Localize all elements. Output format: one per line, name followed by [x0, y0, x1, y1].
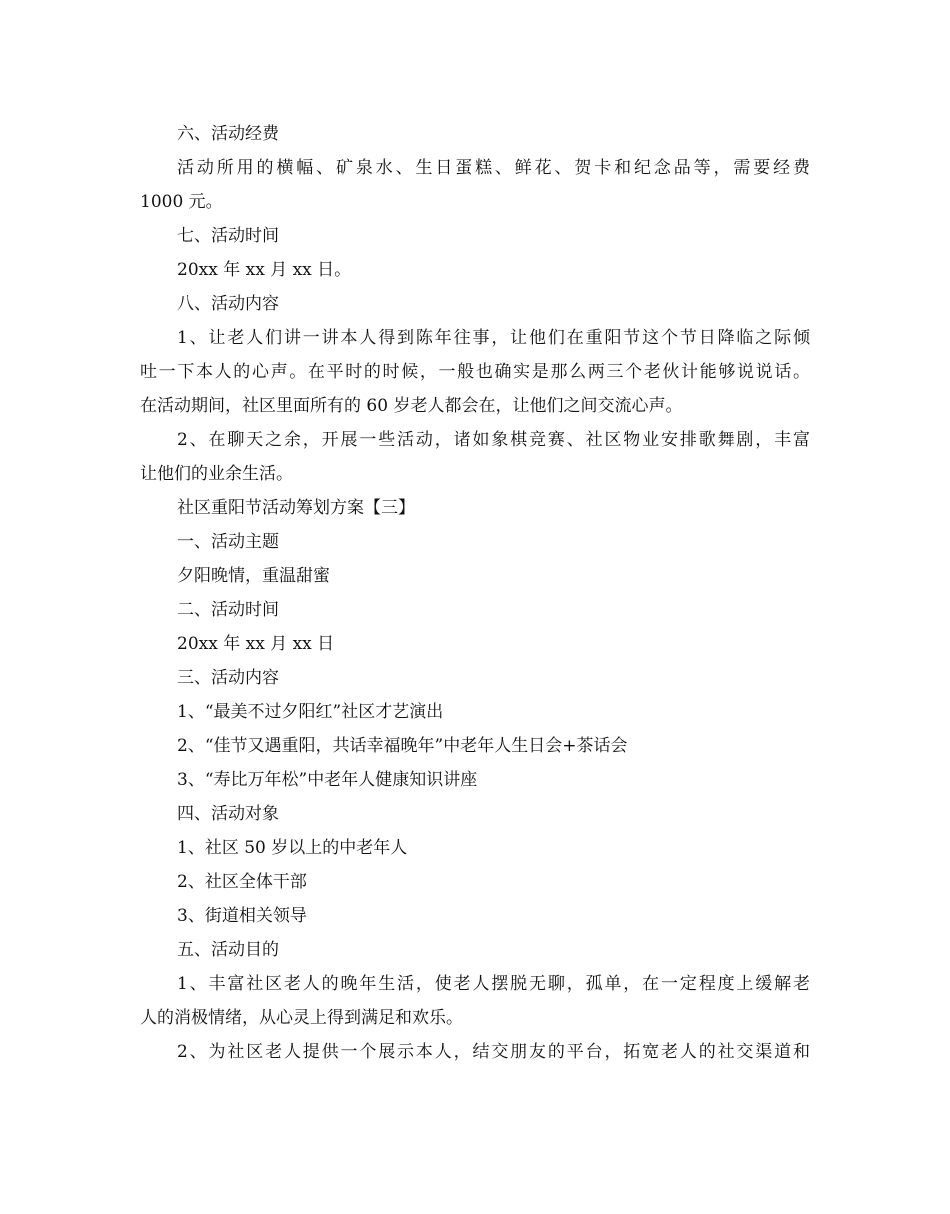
section-heading-audience: 四、活动对象	[177, 804, 279, 824]
paragraph-line: 夕阳晚情，重温甜蜜	[177, 566, 330, 586]
paragraph-line: 20xx 年 xx 月 xx 日。	[177, 260, 352, 280]
paragraph-line: 2、在聊天之余，开展一些活动，诸如象棋竞赛、社区物业安排歌舞剧，丰富	[177, 430, 810, 450]
paragraph-line: 让他们的业余生活。	[140, 464, 293, 484]
paragraph-line: 1、让老人们讲一讲本人得到陈年往事，让他们在重阳节这个节日降临之际倾	[177, 328, 810, 348]
paragraph-line: 1000 元。	[140, 192, 223, 212]
list-item: 2、社区全体干部	[177, 872, 307, 892]
section-heading-time: 七、活动时间	[177, 226, 279, 246]
list-item: 3、“寿比万年松”中老年人健康知识讲座	[177, 770, 478, 790]
section-heading-theme: 一、活动主题	[177, 532, 279, 552]
plan-title: 社区重阳节活动筹划方案【三】	[177, 498, 415, 518]
section-heading-time: 二、活动时间	[177, 600, 279, 620]
paragraph-line: 2、为社区老人提供一个展示本人，结交朋友的平台，拓宽老人的社交渠道和	[177, 1042, 810, 1062]
paragraph-line: 20xx 年 xx 月 xx 日	[177, 634, 335, 654]
list-item: 3、街道相关领导	[177, 906, 307, 926]
paragraph-line: 活动所用的横幅、矿泉水、生日蛋糕、鲜花、贺卡和纪念品等，需要经费	[177, 158, 810, 178]
section-heading-funding: 六、活动经费	[177, 124, 279, 144]
section-heading-content: 三、活动内容	[177, 668, 279, 688]
paragraph-line: 在活动期间，社区里面所有的 60 岁老人都会在，让他们之间交流心声。	[140, 396, 683, 416]
paragraph-line: 人的消极情绪，从心灵上得到满足和欢乐。	[140, 1008, 463, 1028]
list-item: 1、“最美不过夕阳红”社区才艺演出	[177, 702, 444, 722]
paragraph-line: 1、丰富社区老人的晚年生活，使老人摆脱无聊，孤单，在一定程度上缓解老	[177, 974, 810, 994]
section-heading-content: 八、活动内容	[177, 294, 279, 314]
list-item: 1、社区 50 岁以上的中老年人	[177, 838, 408, 858]
list-item: 2、“佳节又遇重阳，共话幸福晚年”中老年人生日会+茶话会	[177, 736, 628, 756]
paragraph-line: 吐一下本人的心声。在平时的时候，一般也确实是那么两三个老伙计能够说说话。	[140, 362, 810, 382]
document-body	[140, 117, 810, 1069]
section-heading-purpose: 五、活动目的	[177, 940, 279, 960]
